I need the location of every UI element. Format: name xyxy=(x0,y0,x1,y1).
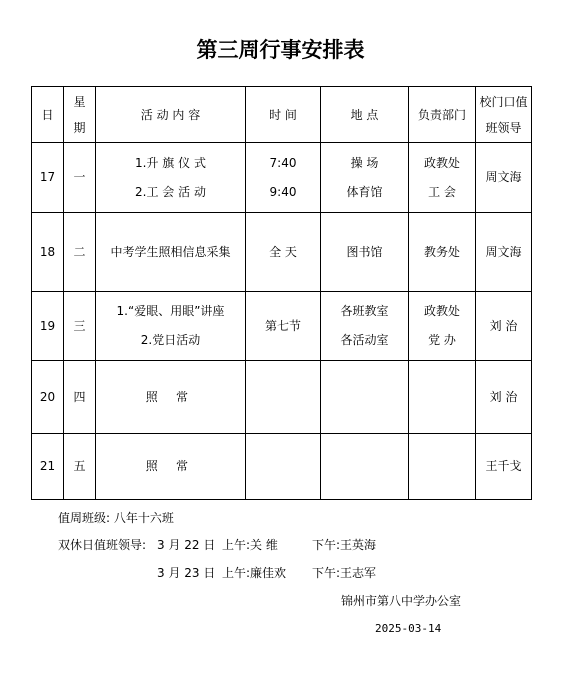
header-place: 地 点 xyxy=(321,87,409,143)
cell-place: 各班教室 各活动室 xyxy=(321,292,409,361)
issuing-office: 锦州市第八中学办公室 xyxy=(341,594,462,608)
cell-duty-leader: 刘 治 xyxy=(476,292,532,361)
cell-dept: 政教处 工 会 xyxy=(409,143,476,213)
cell-duty-leader: 王千戈 xyxy=(476,434,532,500)
header-day: 日 xyxy=(32,87,64,143)
cell-activity: 1.“爱眼、用眼”讲座 2.党日活动 xyxy=(96,292,246,361)
header-time: 时 间 xyxy=(246,87,321,143)
cell-activity: 中考学生照相信息采集 xyxy=(96,213,246,292)
cell-place: 操 场 体育馆 xyxy=(321,143,409,213)
cell-weekday: 二 xyxy=(64,213,96,292)
cell-duty-leader: 刘 治 xyxy=(476,361,532,434)
weekend-2-afternoon: 下午:王志军 xyxy=(312,566,377,580)
cell-weekday: 五 xyxy=(64,434,96,500)
cell-activity: 照 常 xyxy=(96,361,246,434)
weekend-1-date: 3 月 22 日 xyxy=(157,538,216,552)
weekend-1-morning: 上午:关 维 xyxy=(222,538,278,552)
cell-time: 7:40 9:40 xyxy=(246,143,321,213)
header-activity: 活 动 内 容 xyxy=(96,87,246,143)
cell-dept: 政教处 党 办 xyxy=(409,292,476,361)
header-dept: 负责部门 xyxy=(409,87,476,143)
table-row xyxy=(32,213,532,292)
cell-dept xyxy=(409,361,476,434)
weekend-duty-label: 双休日值班领导: xyxy=(58,538,147,552)
weekend-1-afternoon: 下午:王英海 xyxy=(312,538,377,552)
duty-class-text: 值周班级: 八年十六班 xyxy=(58,511,174,525)
issue-date: 2025-03-14 xyxy=(375,622,442,635)
cell-day: 20 xyxy=(32,361,64,434)
cell-time xyxy=(246,361,321,434)
cell-place xyxy=(321,434,409,500)
table-row xyxy=(32,361,532,434)
cell-day: 18 xyxy=(32,213,64,292)
weekend-2-date: 3 月 23 日 xyxy=(157,566,216,580)
cell-time: 全 天 xyxy=(246,213,321,292)
cell-dept xyxy=(409,434,476,500)
cell-duty-leader: 周文海 xyxy=(476,213,532,292)
cell-day: 19 xyxy=(32,292,64,361)
cell-weekday: 三 xyxy=(64,292,96,361)
cell-dept: 教务处 xyxy=(409,213,476,292)
cell-place: 图书馆 xyxy=(321,213,409,292)
cell-day: 21 xyxy=(32,434,64,500)
table-row xyxy=(32,292,532,361)
table-row xyxy=(32,434,532,500)
table-row xyxy=(32,143,532,213)
document-title: 第三周行事安排表 xyxy=(196,38,365,62)
cell-day: 17 xyxy=(32,143,64,213)
header-duty-leader: 校门口值 班领导 xyxy=(476,87,532,143)
schedule-table xyxy=(31,86,532,500)
cell-time xyxy=(246,434,321,500)
cell-activity: 1.升 旗 仪 式 2.工 会 活 动 xyxy=(96,143,246,213)
weekend-2-morning: 上午:廉佳欢 xyxy=(222,566,287,580)
cell-time: 第七节 xyxy=(246,292,321,361)
cell-weekday: 一 xyxy=(64,143,96,213)
header-weekday: 星 期 xyxy=(64,87,96,143)
cell-duty-leader: 周文海 xyxy=(476,143,532,213)
header-row xyxy=(32,87,532,143)
cell-activity: 照 常 xyxy=(96,434,246,500)
cell-weekday: 四 xyxy=(64,361,96,434)
cell-place xyxy=(321,361,409,434)
